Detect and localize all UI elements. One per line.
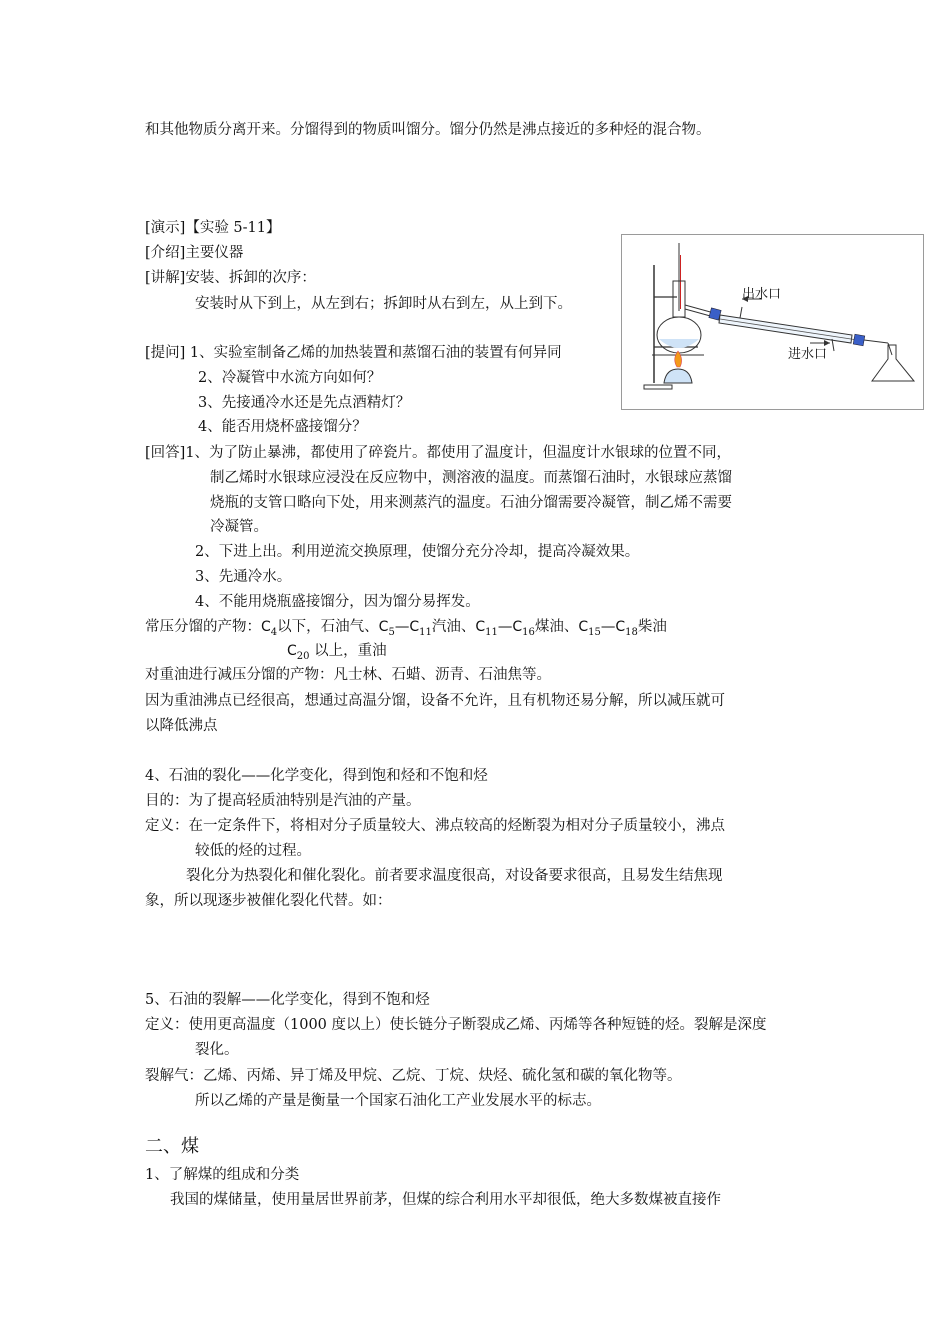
section-heading: 二、煤 (145, 1136, 199, 1157)
text-line: 所以乙烯的产量是衡量一个国家石油化工产业发展水平的标志。 (195, 1093, 601, 1109)
distillation-apparatus-figure (621, 234, 924, 410)
text-line: 1、了解煤的组成和分类 (145, 1167, 300, 1183)
text-line: [讲解]安装、拆卸的次序： (145, 270, 316, 286)
products-line: $C_{20}$ 以上，重油 (287, 643, 387, 662)
text-line: 裂化分为热裂化和催化裂化。前者要求温度很高，对设备要求很高，且易发生结焦现 (186, 868, 723, 884)
water-outlet-label: 出水口 (742, 287, 782, 302)
text-line: 对重油进行减压分馏的产物：凡士林、石蜡、沥青、石油焦等。 (145, 667, 551, 683)
water-inlet-label: 进水口 (788, 347, 828, 362)
text-line: 裂解气：乙烯、丙烯、异丁烯及甲烷、乙烷、丁烷、炔烃、硫化氢和碳的氧化物等。 (145, 1068, 682, 1084)
text-line: 3、先通冷水。 (195, 569, 292, 585)
text-line: 安装时从下到上，从左到右；拆卸时从右到左，从上到下。 (195, 296, 572, 312)
text-line: 象，所以现逐步被催化裂化代替。如： (145, 893, 392, 909)
products-line: 常压分馏的产物：$C_4$以下，石油气、$C_5—C_{11}$汽油、$C_{11}—C_{16}$煤油、$C_{15}—C_{18}$柴油 (145, 619, 667, 638)
text-line: 4、能否用烧杯盛接馏分？ (198, 419, 367, 435)
text-line: 定义：使用更高温度（1000 度以上）使长链分子断裂成乙烯、丙烯等各种短链的烃。裂解是深度 (145, 1017, 767, 1033)
text-line: 5、石油的裂解——化学变化，得到不饱和烃 (145, 992, 430, 1008)
text-line: 烧瓶的支管口略向下处，用来测蒸汽的温度。石油分馏需要冷凝管，制乙烯不需要 (210, 495, 732, 511)
text-line: [提问] 1、实验室制备乙烯的加热装置和蒸馏石油的装置有何异同 (145, 345, 562, 361)
text-line: 2、冷凝管中水流方向如何？ (198, 370, 382, 386)
text-line: [介绍]主要仪器 (145, 245, 244, 261)
text-line: 4、石油的裂化——化学变化，得到饱和烃和不饱和烃 (145, 768, 488, 784)
text-line: [回答]1、为了防止暴沸，都使用了碎瓷片。都使用了温度计，但温度计水银球的位置不同， (145, 445, 732, 461)
text-line: 定义：在一定条件下，将相对分子质量较大、沸点较高的烃断裂为相对分子质量较小，沸点 (145, 818, 725, 834)
text-line: 4、不能用烧瓶盛接馏分，因为馏分易挥发。 (195, 594, 480, 610)
text-line: 3、先接通冷水还是先点酒精灯？ (198, 395, 411, 411)
text-line: 我国的煤储量，使用量居世界前茅，但煤的综合利用水平却很低，绝大多数煤被直接作 (170, 1192, 721, 1208)
text-line: 冷凝管。 (210, 519, 268, 535)
text-line: [演示]【实验 5-11】 (145, 220, 281, 236)
apparatus-drawing (622, 235, 923, 409)
text-line: 2、下进上出。利用逆流交换原理，使馏分充分冷却，提高冷凝效果。 (195, 544, 640, 560)
text-line: 裂化。 (195, 1042, 239, 1058)
text-line: 以降低沸点 (145, 718, 218, 734)
text-line: 因为重油沸点已经很高，想通过高温分馏，设备不允许，且有机物还易分解，所以减压就可 (145, 693, 725, 709)
text-line: 和其他物质分离开来。分馏得到的物质叫馏分。馏分仍然是沸点接近的多种烃的混合物。 (145, 122, 711, 138)
text-line: 制乙烯时水银球应浸没在反应物中，测溶液的温度。而蒸馏石油时，水银球应蒸馏 (210, 470, 732, 486)
text-line: 目的：为了提高轻质油特别是汽油的产量。 (145, 793, 421, 809)
text-line: 较低的烃的过程。 (195, 843, 311, 859)
